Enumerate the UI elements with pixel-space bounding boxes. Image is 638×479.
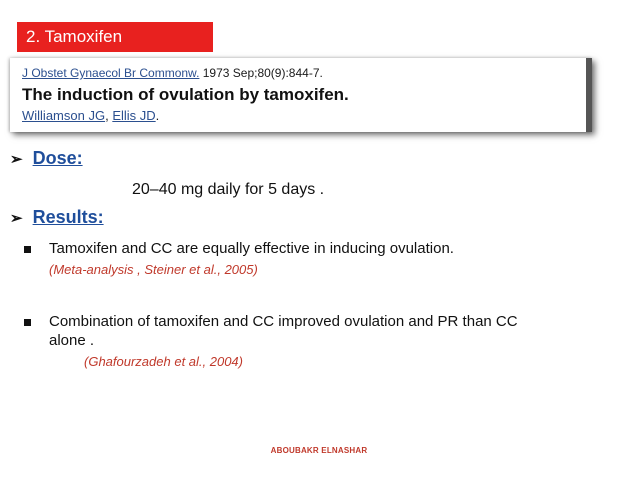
- citation-authors: [22, 108, 159, 123]
- dose-heading-label: Dose:: [32, 148, 83, 168]
- result-text: Combination of tamoxifen and CC improved ovulation and PR than CC: [49, 313, 518, 330]
- author-link[interactable]: Williamson JG: [22, 108, 106, 123]
- dose-heading: [10, 148, 83, 169]
- arrow-bullet-icon: ➢: [10, 151, 23, 168]
- author-end: .: [155, 108, 160, 123]
- author-separator: ,: [105, 108, 113, 123]
- slide-title: 2. Tamoxifen: [17, 22, 213, 52]
- results-heading: [10, 207, 104, 228]
- arrow-bullet-icon: ➢: [10, 210, 23, 227]
- author-link[interactable]: Ellis JD: [112, 108, 156, 123]
- citation-journal-line: [22, 66, 323, 80]
- result-text-continued: alone .: [49, 332, 95, 349]
- results-heading-label: Results:: [32, 207, 104, 227]
- citation-card: [10, 58, 592, 132]
- result-text: Tamoxifen and CC are equally effective in inducing ovulation.: [49, 240, 454, 257]
- square-bullet-icon: [24, 319, 31, 326]
- result-reference: (Meta-analysis , Steiner et al., 2005): [49, 262, 258, 277]
- result-reference: (Ghafourzadeh et al., 2004): [84, 354, 243, 369]
- journal-link[interactable]: J Obstet Gynaecol Br Commonw.: [22, 66, 200, 80]
- journal-issue: 1973 Sep;80(9):844-7.: [199, 66, 323, 80]
- square-bullet-icon: [24, 246, 31, 253]
- dose-value: 20–40 mg daily for 5 days .: [132, 181, 325, 198]
- footer-author: ABOUBAKR ELNASHAR: [270, 446, 368, 455]
- citation-title: The induction of ovulation by tamoxifen.: [22, 85, 349, 104]
